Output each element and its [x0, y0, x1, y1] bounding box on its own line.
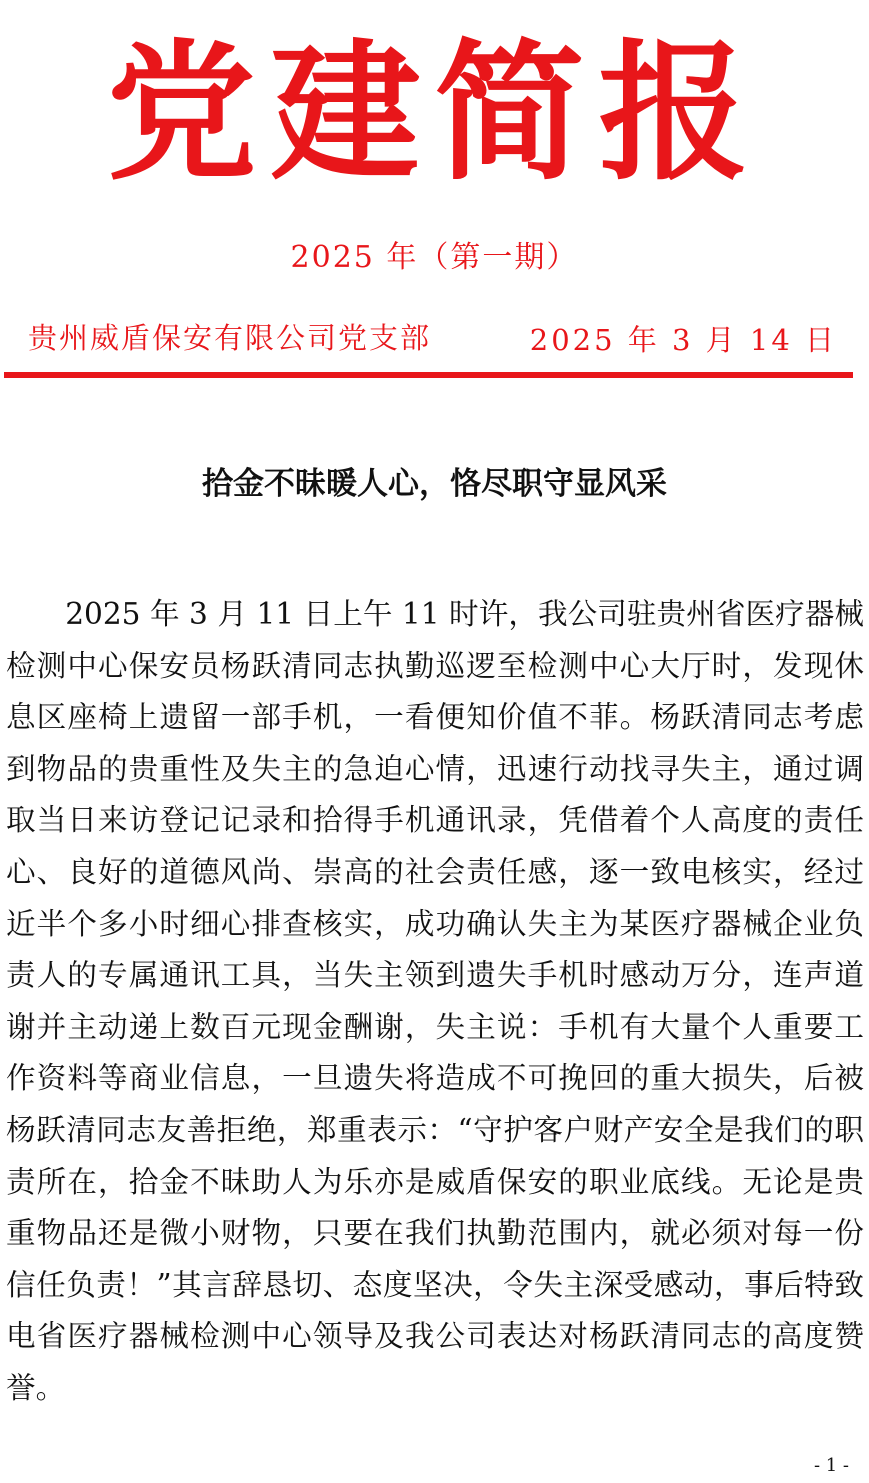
article-body: 2025 年 3 月 11 日上午 11 时许，我公司驻贵州省医疗器械检测中心保安员杨跃清同志执勤巡逻至检测中心大厅时，发现休息区座椅上遗留一部手机，一看便知价值不菲。杨跃清同志考虑到物品的贵重性及失主的急迫心情，迅速行动找寻失主，通过调取当日来访登记记录和拾得手机通讯录，凭借着个人高度的责任心、良好的道德风尚、崇高的社会责任感，逐一致电核实，经过近半个多小时细心排查核实，成功确认失主为某医疗器械企业负责人的专属通讯工具，当失主领到遗失手机时感动万分，连声道谢并主动递上数百元现金酬谢，失主说：手机有大量个人重要工作资料等商业信息，一旦遗失将造成不可挽回的重大损失，后被杨跃清同志友善拒绝，郑重表示：“守护客户财产安全是我们的职责所在，拾金不昧助人为乐亦是威盾保安的职业底线。无论是贵重物品还是微小财物，只要在我们执勤范围内，就必须对每一份信任负责！”其言辞恳切、态度坚决，令失主深受感动，事后特致电省医疗器械检测中心领导及我公司表达对杨跃清同志的高度赞誉。	[6, 597, 864, 1405]
publish-date: 2025 年 3 月 14 日	[529, 323, 837, 357]
header-divider	[4, 372, 853, 378]
article-title: 拾金不昧暖人心，恪尽职守显风采	[202, 466, 667, 502]
masthead-title: 党建简报	[106, 25, 763, 201]
page-number: - 1 -	[813, 1455, 849, 1476]
issue-number: 2025 年（第一期）	[290, 240, 579, 275]
publisher-name: 贵州威盾保安有限公司党支部	[28, 321, 432, 355]
